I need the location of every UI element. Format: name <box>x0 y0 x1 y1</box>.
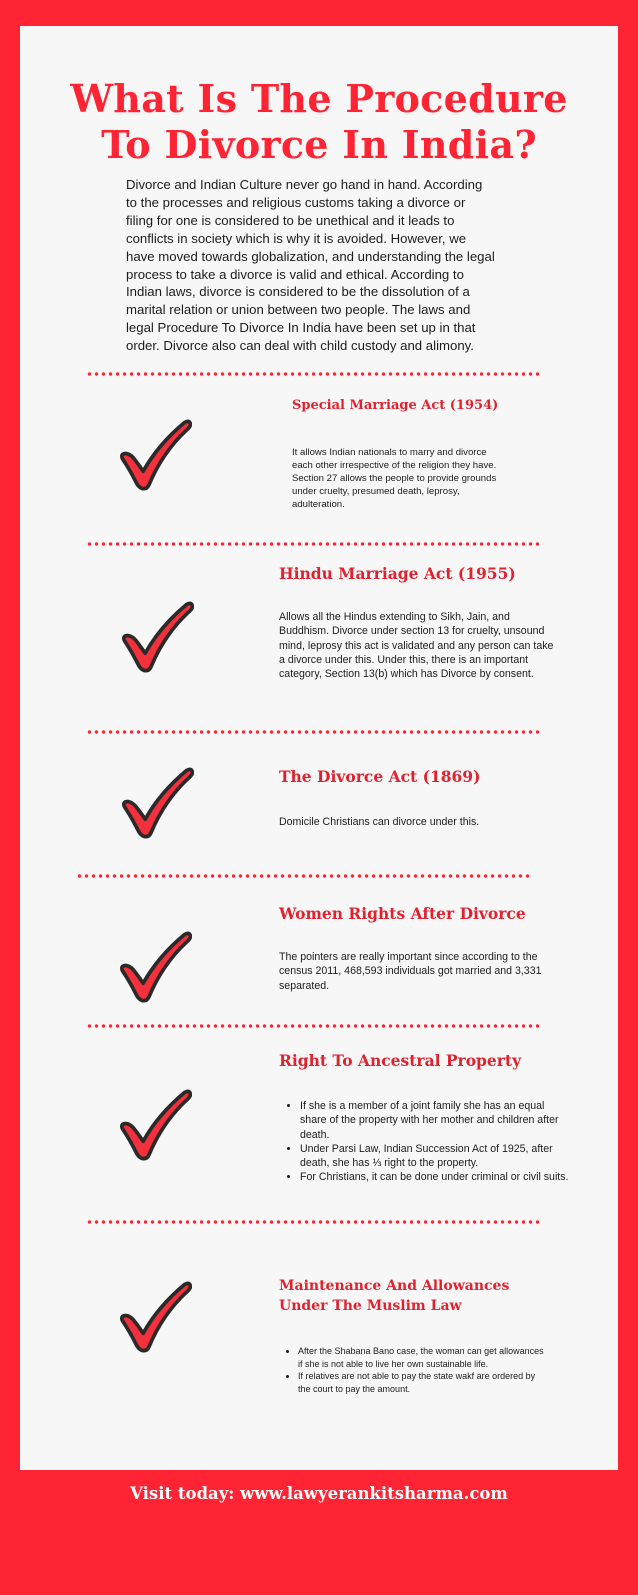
section-heading-ancestral-property: Right To Ancestral Property <box>279 1051 522 1070</box>
intro-paragraph: Divorce and Indian Culture never go hand in hand. According to the processes and religious customs taking a divorce or filing for one is considered to be unethical and it leads to conflicts in society which is why it is avoided. However, we have moved towards globalization, and understanding the legal process to take a divorce is valid and ethical. According to Indian laws, divorce is considered to be the dissolution of a marital relation or union between two people. The laws and legal Procedure To Divorce In India have been set up in that order. Divorce also can deal with child custody and alimony. <box>126 177 495 354</box>
section-text-women-rights: The pointers are really important since according to the census 2011, 468,593 individuals got married and 3,331 separated. <box>279 951 542 992</box>
section-heading-women-rights: Women Rights After Divorce <box>279 904 526 923</box>
list-item: • After the Shabana Bano case, the woman can get allowances if she is not able to live her own sustainable life. <box>298 1345 548 1370</box>
muslim-law-heading-line-2: Under The Muslim Law <box>279 1298 462 1314</box>
checkmark-icon <box>120 766 194 840</box>
page-title <box>20 76 618 168</box>
checkmark-icon <box>118 418 192 492</box>
list-item: • If relatives are not able to pay the state wakf are ordered by the court to pay the amount. <box>298 1370 548 1395</box>
checkmark-icon <box>118 1280 192 1354</box>
dotted-divider <box>86 372 540 376</box>
section-heading-hindu-marriage-act: Hindu Marriage Act (1955) <box>279 564 516 583</box>
checkmark-icon <box>118 1088 192 1162</box>
title-line-1: What Is The Procedure <box>70 76 568 121</box>
checkmark-icon <box>118 930 192 1004</box>
muslim-law-bullet-list <box>280 1345 548 1395</box>
dotted-divider <box>86 542 540 546</box>
checkmark-icon <box>120 600 194 674</box>
footer-website-link[interactable]: Visit today: www.lawyerankitsharma.com <box>130 1484 508 1503</box>
ancestral-property-bullet-list <box>282 1099 572 1185</box>
section-heading-divorce-act: The Divorce Act (1869) <box>279 767 481 786</box>
content-panel <box>20 26 618 1470</box>
section-text-divorce-act: Domicile Christians can divorce under this. <box>279 816 480 828</box>
section-heading-muslim-law <box>279 1276 509 1316</box>
list-item: • If she is a member of a joint family she has an equal share of the property with her mother and children after death. <box>300 1099 572 1142</box>
section-text-hindu-marriage-act: Allows all the Hindus extending to Sikh, Jain, and Buddhism. Divorce under section 13 for cruelty, unsound mind, leprosy this act is validated and any person can take a divorce under this. Under this, there is an important category, Section 13(b) which has Divorce by consent. <box>279 611 554 681</box>
list-item: • For Christians, it can be done under criminal or civil suits. <box>300 1170 572 1184</box>
dotted-divider <box>86 730 540 734</box>
dotted-divider <box>86 1220 540 1224</box>
title-line-2: To Divorce In India? <box>101 122 537 167</box>
dotted-divider <box>76 874 530 878</box>
muslim-law-heading-line-1: Maintenance And Allowances <box>279 1278 510 1294</box>
section-text-special-marriage-act: It allows Indian nationals to marry and divorce each other irrespective of the religion they have. Section 27 allows the people to provide grounds under cruelty, presumed death, leprosy, adulteration. <box>292 447 497 510</box>
section-heading-special-marriage-act: Special Marriage Act (1954) <box>292 398 499 413</box>
list-item: • Under Parsi Law, Indian Succession Act of 1925, after death, she has ⅓ right to the property. <box>300 1142 572 1171</box>
dotted-divider <box>86 1024 540 1028</box>
